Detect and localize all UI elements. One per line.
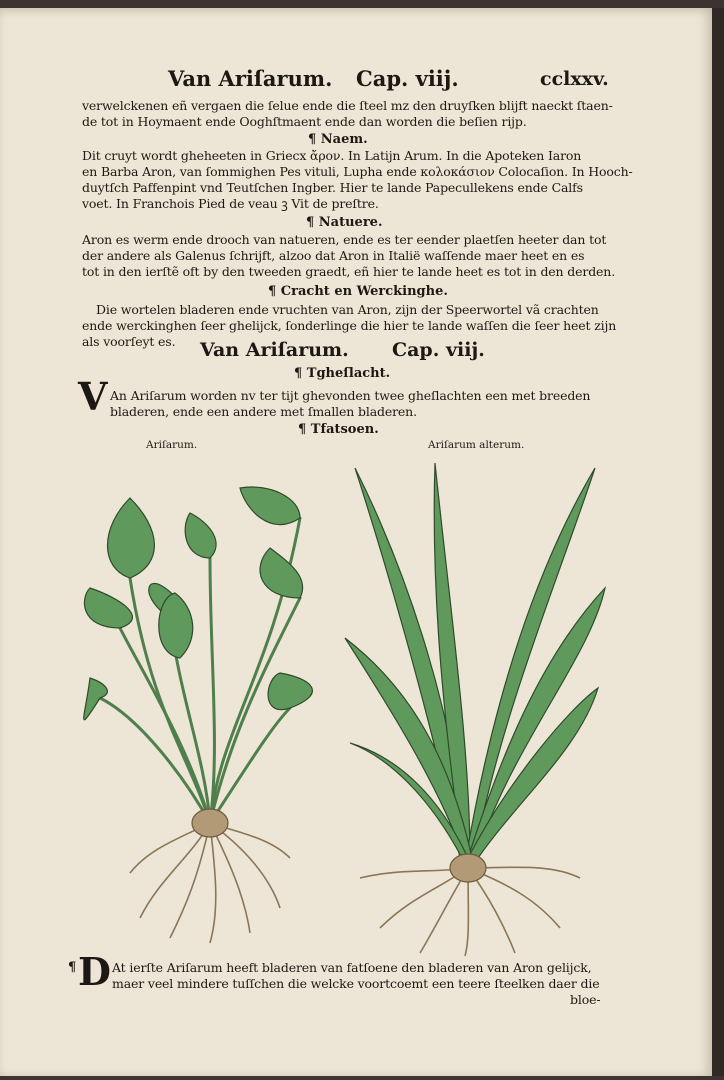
cracht-line-3: als voorſeyt es. [82,334,176,349]
chapter-heading-name: Van Ariſarum. [200,339,349,361]
book-edge [712,8,724,1076]
naem-line-4: voet. In Franchois Pied de veau ꝫ Vit de preſtre. [82,196,379,211]
bottom-line-3: bloe- [570,992,601,1007]
section-title-natuere: ¶ Natuere. [306,215,383,230]
natuere-line-3: tot in den ierſtẽ oft by den tweeden graedt, eñ hier te lande heet es tot in den derden. [82,264,616,279]
naem-line-1: Dit cruyt wordt gheheeten in Griecx ἄρον. In Latijn Arum. In die Apoteken Iaron [82,148,582,163]
bottom-line-2: maer veel mindere tuſſchen die welcke voortcoemt een teere ſteelken daer die [112,976,600,991]
section-title-fatsoen: ¶ Tfatsoen. [298,422,379,437]
arisarum-illustration [70,478,340,948]
natuere-line-1: Aron es werm ende drooch van natueren, ende es ter eender plaetſen heeter dan tot [82,232,607,247]
intro-line-1: verwelckenen eñ vergaen die ſelue ende die ſteel mz den druyſken blijft naeckt ſtaen- [82,98,613,113]
header-chapter: Cap. viij. [356,66,459,91]
cracht-line-1: Die wortelen bladeren ende vruchten van Aron, zijn der Speerwortel vã crachten [96,302,599,317]
figure-label-arisarum-alterum: Ariſarum alterum. [428,439,525,451]
drop-cap-v: V [78,374,108,419]
naem-line-2: en Barba Aron, van ſommighen Pes vituli, Lupha ende κολοκάσιον Colocaſion. In Hooch- [82,164,633,179]
header-left: Van Ariſarum. [168,66,333,91]
gheslacht-line-2: bladeren, ende een andere met ſmallen bladeren. [110,404,417,419]
naem-line-3: duytſch Paffenpint vnd Teutſchen Ingber. Hier te lande Papecullekens ende Calfs [82,180,583,195]
section-title-cracht: ¶ Cracht en Werckinghe. [268,284,448,299]
book-page [0,8,712,1076]
chapter-heading-cap: Cap. viij. [392,339,485,361]
section-title-gheslacht: ¶ Tgheſlacht. [294,366,391,381]
bottom-line-1: At ierſte Ariſarum heeft bladeren van fatſoene den bladeren van Aron gelijck, [112,960,592,975]
arisarum-alterum-illustration [340,458,620,958]
cracht-line-2: ende werckinghen ſeer ghelijck, ſonderlinge die hier te lande waſſen die ſeer heet zijn [82,318,617,333]
paragraph-marker: ¶ [68,960,77,975]
header-folio: cclxxv. [540,68,609,90]
intro-line-2: de tot in Hoymaent ende Ooghſtmaent ende dan worden die beſien rijp. [82,114,527,129]
gheslacht-line-1: An Ariſarum worden nv ter tijt ghevonden twee gheſlachten een met breeden [110,388,591,403]
drop-cap-d: D [78,949,111,994]
figure-label-arisarum: Ariſarum. [146,439,198,451]
natuere-line-2: der andere als Galenus ſchrijft, alzoo dat Aron in Italië waſſende maer heet en es [82,248,585,263]
section-title-naem: ¶ Naem. [308,132,368,147]
